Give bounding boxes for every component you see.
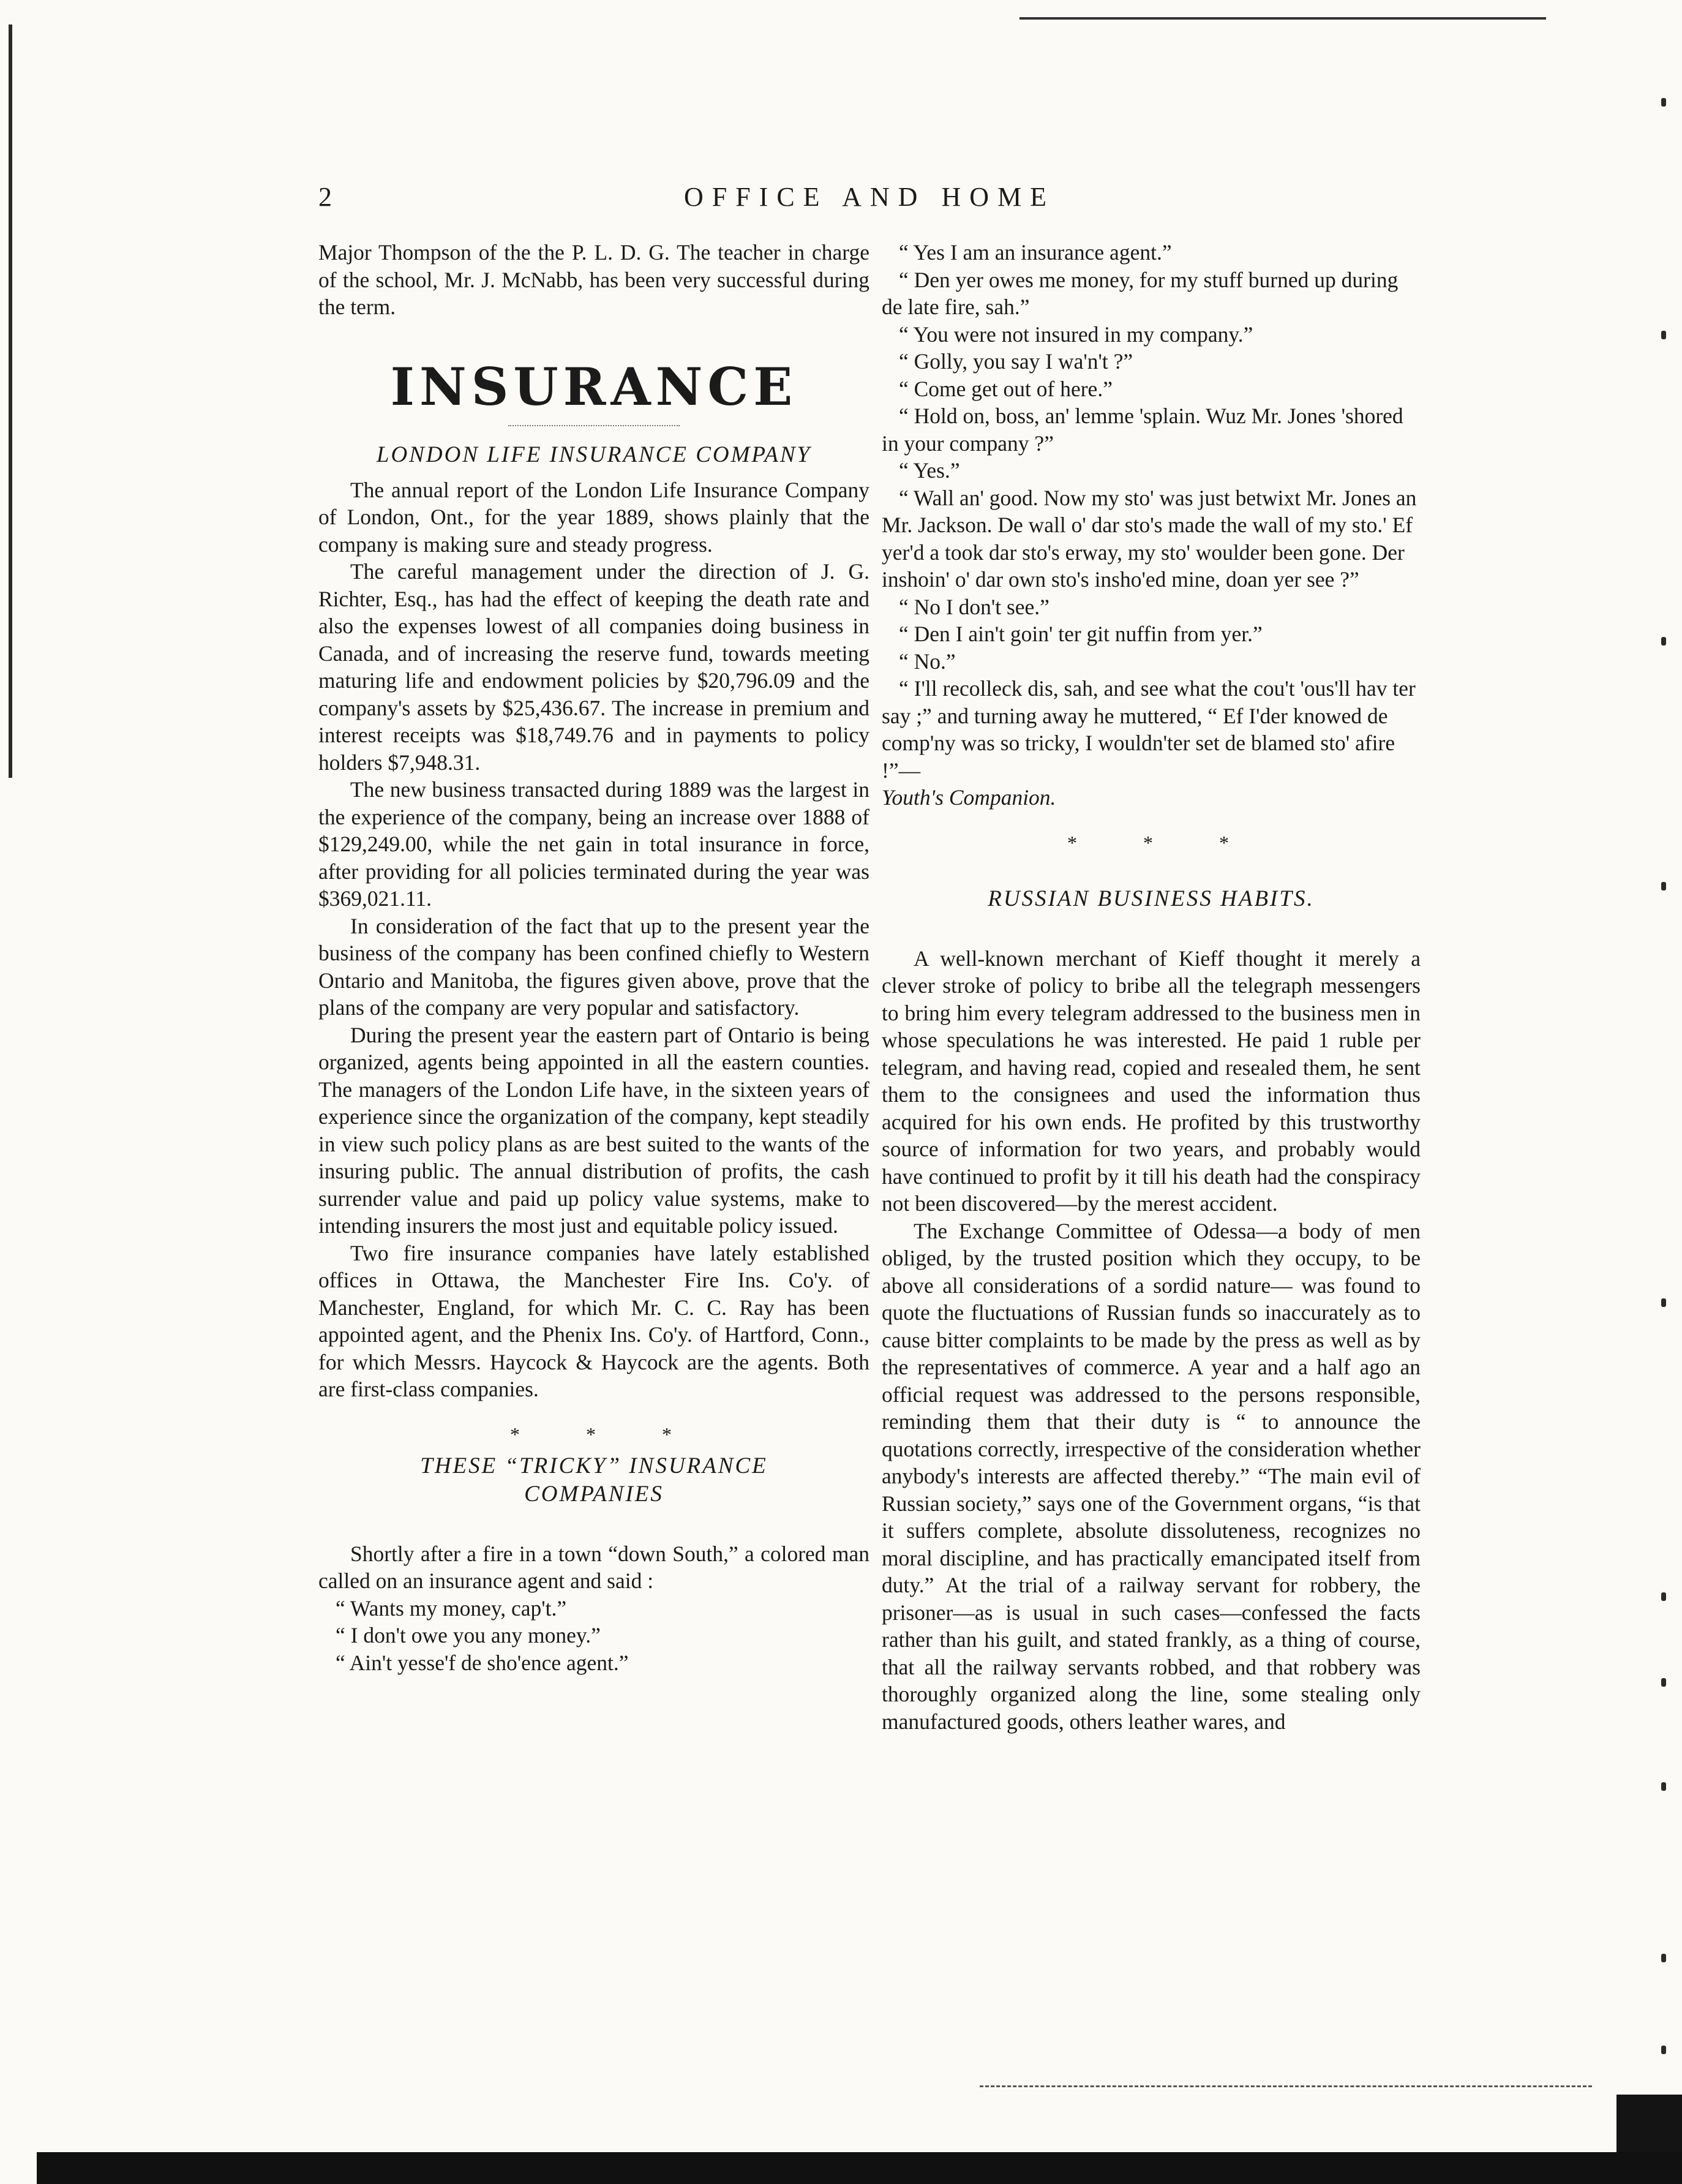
dialogue-line: “ Yes.” [899,458,960,483]
running-title: OFFICE AND HOME [683,182,1056,212]
dialogue-line: “ No I don't see.” [899,594,1049,619]
page-number: 2 [318,182,332,212]
article-paragraph: Shortly after a fire in a town “down South,” a colored man called on an insurance agent and said : [318,1541,869,1593]
article-title-line: COMPANIES [524,1481,664,1507]
top-rule-line [1019,17,1546,20]
dialogue-line: “ Den yer owes me money, for my stuff burned up during de late fire, sah.” [882,267,1399,319]
scan-margin-specks [1648,86,1666,2076]
dialogue-line: “ No.” [899,649,956,674]
article-title [318,1452,869,1508]
spacer [318,1516,869,1540]
article-paragraph: The annual report of the London Life Insurance Company of London, Ont., for the year 1889, shows plainly that the company is making sure and steady progress. [318,477,869,557]
scan-edge-rule [9,24,12,778]
article-title-line: THESE “TRICKY” INSURANCE [420,1453,768,1478]
article-paragraph: A well-known merchant of Kieff thought it merely a clever stroke of policy to bribe all the telegraph messengers to bring him every telegram addressed to the business men in whose speculations he was interested. He paid 1 ruble per telegram, and having read, copied and resealed them, he sent them to the consignees and used the information thus acquired for his own ends. He profited by this trustworthy source of information for two years, and probably would have continued to profit by it till his death had the conspiracy not been discovered—by the merest accident. [882,946,1421,1216]
dialogue-line: “ Den I ain't goin' ter git nuffin from yer.” [899,622,1263,646]
bottom-dashed-rule [980,2085,1592,2089]
spacer [882,921,1421,945]
section-divider-stars: * * * [1067,831,1260,854]
article-paragraph: During the present year the eastern part of Ontario is being organized, agents being appointed in all the eastern counties. The managers of the London Life have, in the sixteen years of experience since the organization of the company, kept steadily in view such policy plans as are best suited to the wants of the insuring public. The annual distribution of profits, the cash surrender value and paid up policy value systems, make to intending insurers the most just and equitable policy issued. [318,1022,869,1238]
dialogue-line: “ Ain't yesse'f de sho'ence agent.” [336,1650,629,1675]
section-divider-stars: * * * [510,1423,702,1445]
dialogue-line: “ Golly, you say I wa'n't ?” [899,349,1133,374]
dialogue-line: “ Wall an' good. Now my sto' was just betwixt Mr. Jones an Mr. Jackson. De wall o' dar sto's made the wall of my sto.' Ef yer'd a took dar sto's erway, my sto' woulder been gone. Der inshoin' o' dar own sto's insho'ed mine, doan yer see ?” [882,485,1417,592]
article-title: LONDON LIFE INSURANCE COMPANY [376,442,812,467]
speck [1661,882,1666,891]
speck [1661,1678,1666,1687]
speck [1661,2046,1666,2054]
left-column [318,239,869,1676]
dialogue-line: “ I'll recolleck dis, sah, and see what the cou't 'ous'll hav ter say ;” and turning away he muttered, “ Ef I'der knowed de comp'ny was so tricky, I wouldn'ter set de blamed sto' afire !”— [882,676,1416,783]
heading-ornament [508,425,680,427]
section-heading: INSURANCE [390,356,798,417]
speck [1661,331,1666,339]
article-paragraph: Two fire insurance companies have lately established offices in Ottawa, the Manchester Fire Ins. Co'y. of Manchester, England, for which Mr. C. C. Ray has been appointed agent, and the Phenix Ins. Co'y. of Hartford, Conn., for which Messrs. Haycock & Haycock are the agents. Both are first-class companies. [318,1240,869,1401]
right-column [882,239,1421,1735]
speck [1661,98,1666,107]
speck [1661,1298,1666,1307]
dialogue-line: “ Hold on, boss, an' lemme 'splain. Wuz Mr. Jones 'shored in your company ?” [882,404,1403,456]
speck [1661,1954,1666,1962]
citation: Youth's Companion. [882,785,1056,810]
spacer [882,857,1421,881]
dialogue-line: “ Come get out of here.” [899,376,1113,401]
scan-bottom-band [37,2152,1682,2184]
dialogue-line: “ Wants my money, cap't.” [336,1595,567,1621]
dialogue-line: “ I don't owe you any money.” [336,1623,601,1647]
article-title: RUSSIAN BUSINESS HABITS. [988,886,1315,911]
speck [1661,1782,1666,1791]
article-paragraph: The new business transacted during 1889 was the largest in the experience of the company, being an increase over 1888 of $129,249.00, while the net gain in total insurance in force, after providing for all policies terminated during the year was $369,021.11. [318,777,869,911]
speck [1661,1592,1666,1601]
running-head [318,181,1421,218]
article-paragraph: In consideration of the fact that up to the present year the business of the company has been confined chiefly to Western Ontario and Manitoba, the figures given above, prove that the plans of the company are very popular and satisfactory. [318,913,869,1020]
intro-paragraph: Major Thompson of the the P. L. D. G. The teacher in charge of the school, Mr. J. McNabb, has been very successful during the term. [318,240,869,319]
scan-corner-blot [1616,2095,1682,2156]
article-paragraph: The careful management under the direction of J. G. Richter, Esq., has had the effect of keeping the death rate and also the expenses lowest of all companies doing business in Canada, and of increasing the reserve fund, towards meeting maturing life and endowment policies by $20,796.09 and the company's assets by $25,436.67. The increase in premium and interest receipts was $18,749.76 and in payments to policy holders $7,948.31. [318,559,869,775]
article-paragraph: The Exchange Committee of Odessa—a body of men obliged, by the trusted position which they occupy, to be above all considerations of a sordid nature— was found to quote the fluctuations of Russian funds so inaccurately as to cause bitter complaints to be made by the press as well as by the representatives of commerce. A year and a half ago an official request was addressed to the persons responsible, reminding them that their duty is “ to announce the quotations correctly, irrespective of the consideration whether anybody's interests are affected thereby.” “The main evil of Russian society,” says one of the Government organs, “is that it suffers complete, absolute dissoluteness, recognizes no moral discipline, and has practically emancipated itself from duty.” At the trial of a railway servant for robbery, the prisoner—as is usual in such cases—confessed the facts rather than his guilt, and stated frankly, as a thing of course, that all the railway servants robbed, and that robbery was thoroughly organized along the line, some stealing only manufactured goods, others leather wares, and [882,1218,1421,1734]
dialogue-line: “ You were not insured in my company.” [899,322,1253,347]
dialogue-line: “ Yes I am an insurance agent.” [899,240,1172,265]
speck [1661,637,1666,646]
